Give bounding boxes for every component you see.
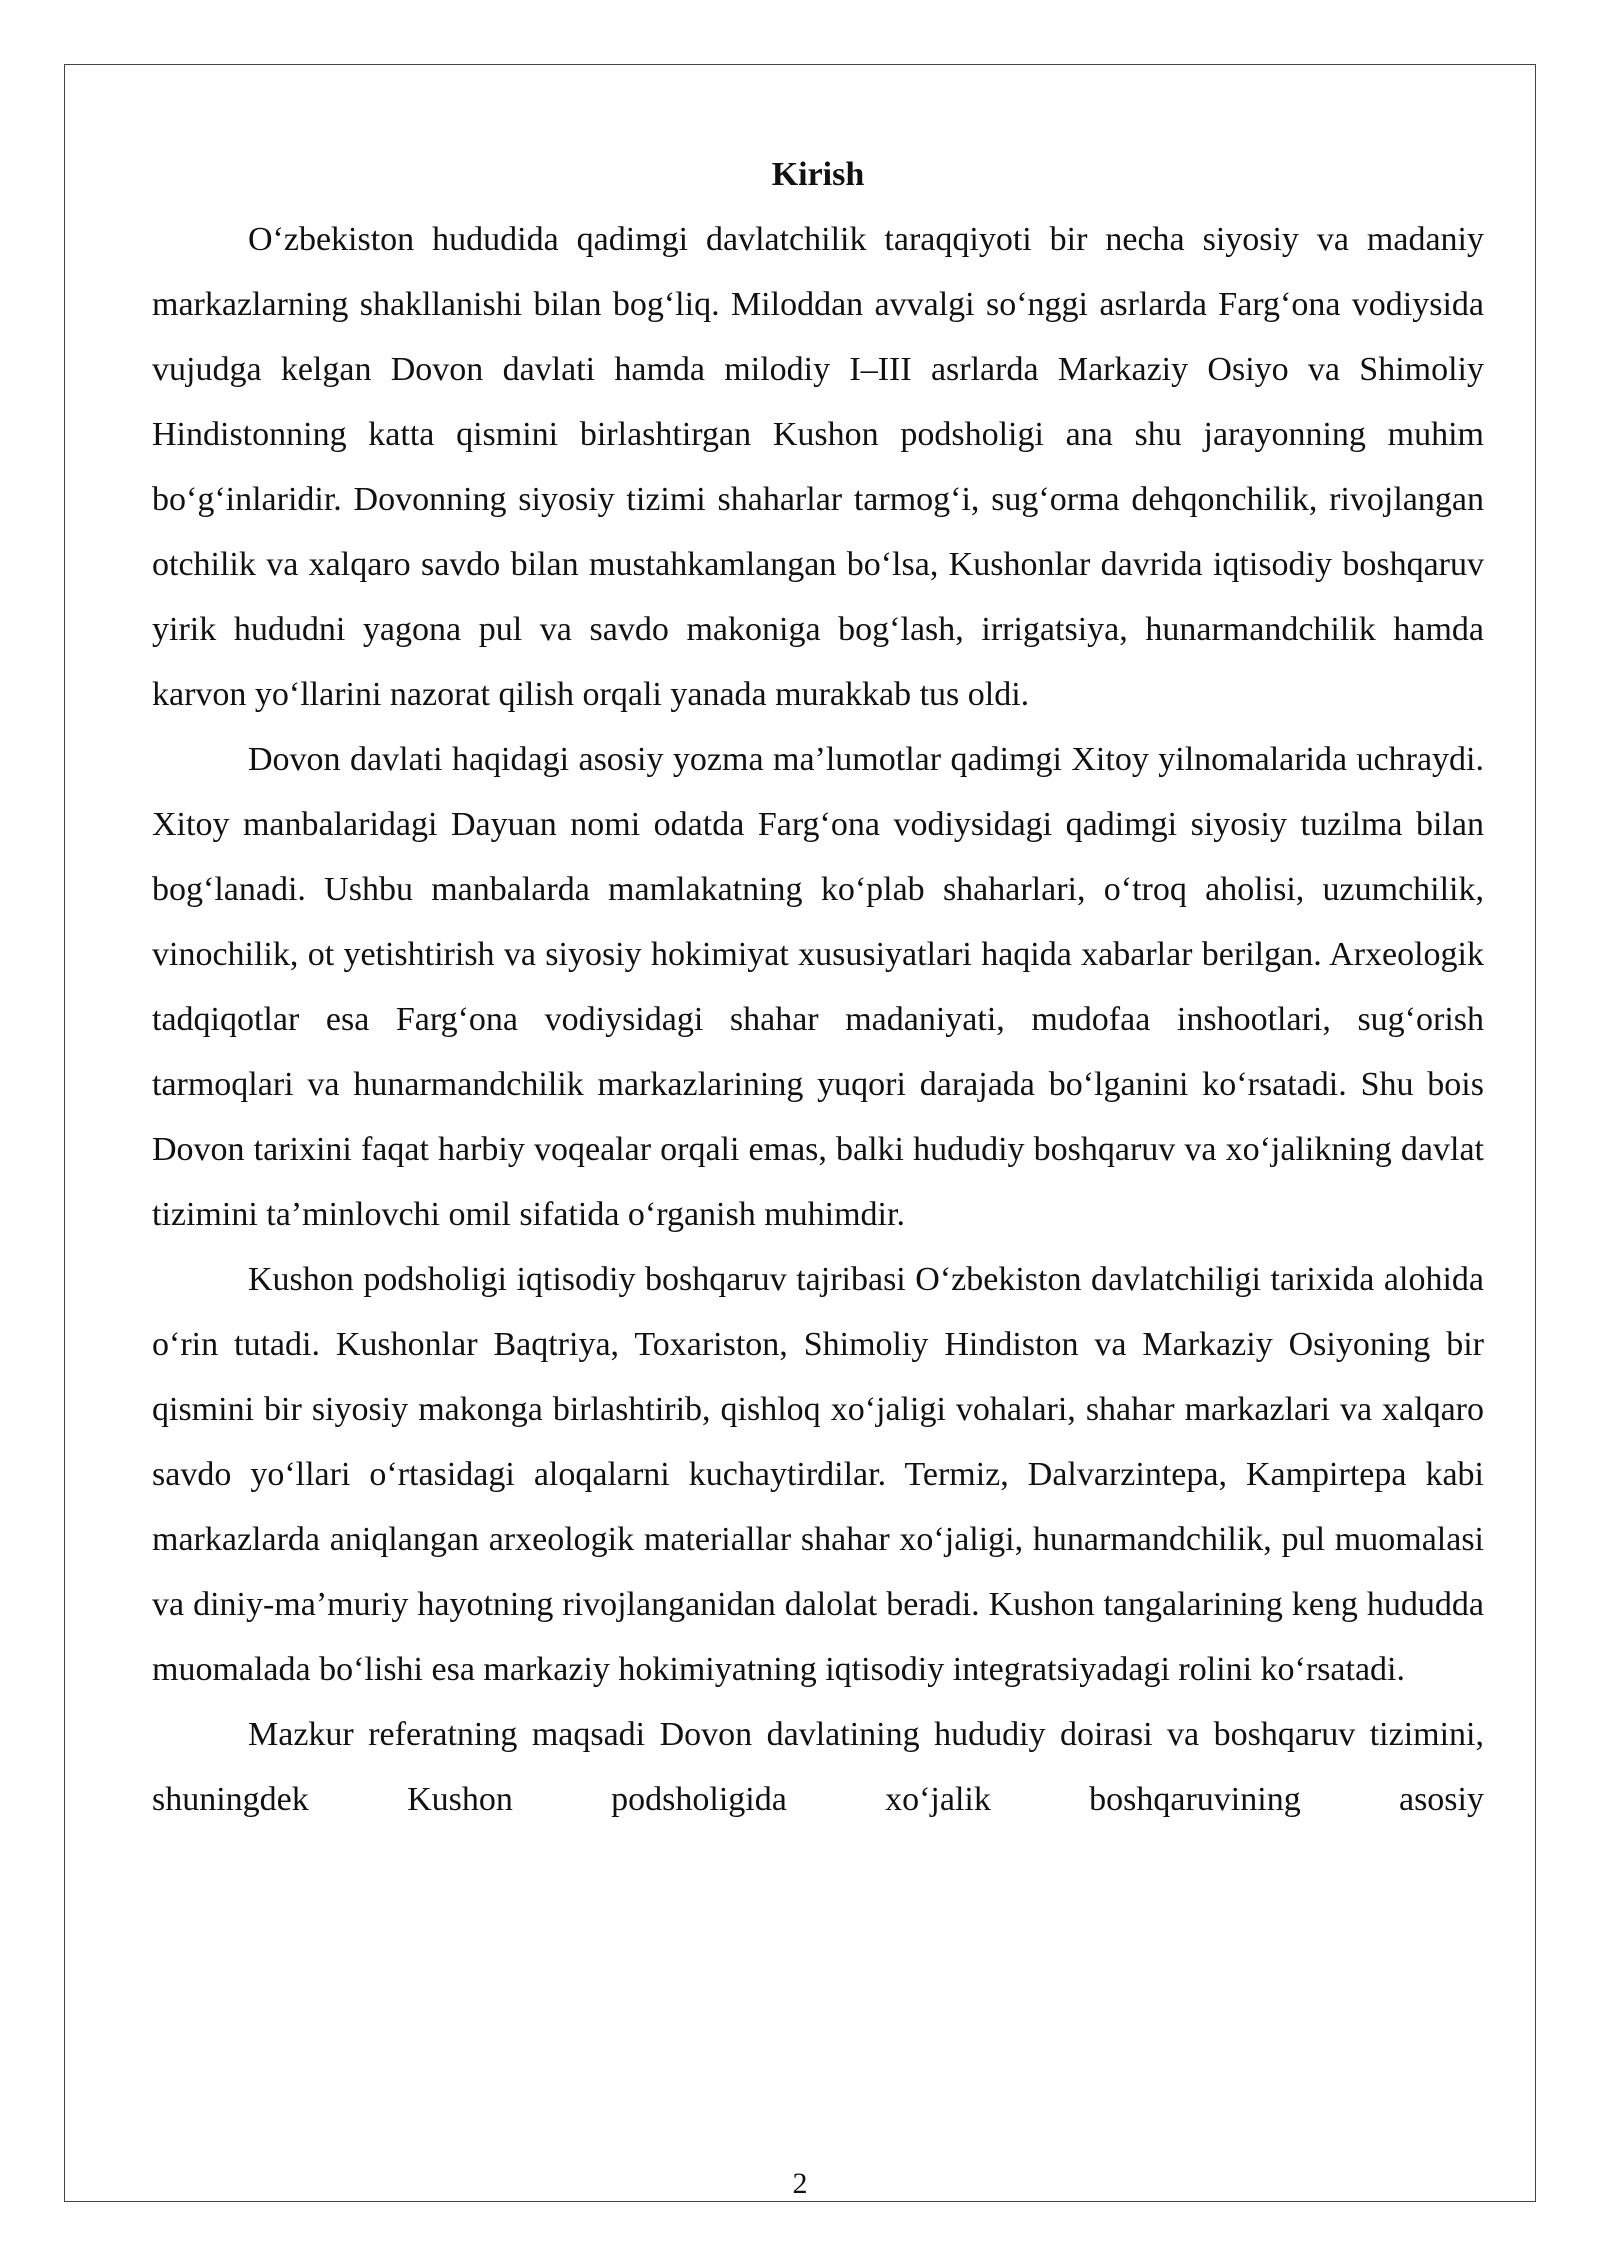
paragraph-1: O‘zbekiston hududida qadimgi davlatchilik taraqqiyoti bir necha siyosiy va madaniy markazlarning shakllanishi bilan bog‘liq. Miloddan avvalgi so‘nggi asrlarda Farg‘ona vodiysida vujudga kelgan Dovon davlati hamda milodiy I–III asrlarda Markaziy Osiyo va Shimoliy Hindistonning katta qismini birlashtirgan Kushon podsholigi ana shu jarayonning muhim bo‘g‘inlaridir. Dovonning siyosiy tizimi shaharlar tarmog‘i, sug‘orma dehqonchilik, rivojlangan otchilik va xalqaro savdo bilan mustahkamlangan bo‘lsa, Kushonlar davrida iqtisodiy boshqaruv yirik hududni yagona pul va savdo makoniga bog‘lash, irrigatsiya, hunarmandchilik hamda karvon yo‘llarini nazorat qilish orqali yanada murakkab tus oldi.: [152, 221, 1484, 713]
document-body: [152, 142, 1484, 1832]
section-heading: Kirish: [771, 156, 865, 193]
paragraph-4: Mazkur referatning maqsadi Dovon davlatining hududiy doirasi va boshqaruv tizimini, shuningdek Kushon podsholigida xo‘jalik boshqaruvining asosiy: [152, 1716, 1484, 1818]
paragraph-3: Kushon podsholigi iqtisodiy boshqaruv tajribasi O‘zbekiston davlatchiligi tarixida alohida o‘rin tutadi. Kushonlar Baqtriya, Toxariston, Shimoliy Hindiston va Markaziy Osiyoning bir qismini bir siyosiy makonga birlashtirib, qishloq xo‘jaligi vohalari, shahar markazlari va xalqaro savdo yo‘llari o‘rtasidagi aloqalarni kuchaytirdilar. Termiz, Dalvarzintepa, Kampirtepa kabi markazlarda aniqlangan arxeologik materiallar shahar xo‘jaligi, hunarmandchilik, pul muomalasi va diniy-ma’muriy hayotning rivojlanganidan dalolat beradi. Kushon tangalarining keng hududda muomalada bo‘lishi esa markaziy hokimiyatning iqtisodiy integratsiyadagi rolini ko‘rsatadi.: [152, 1261, 1484, 1688]
page-number: 2: [792, 2167, 808, 2200]
paragraph-2: Dovon davlati haqidagi asosiy yozma ma’lumotlar qadimgi Xitoy yilnomalarida uchraydi. Xitoy manbalaridagi Dayuan nomi odatda Farg‘ona vodiysidagi qadimgi siyosiy tuzilma bilan bog‘lanadi. Ushbu manbalarda mamlakatning ko‘plab shaharlari, o‘troq aholisi, uzumchilik, vinochilik, ot yetishtirish va siyosiy hokimiyat xususiyatlari haqida xabarlar berilgan. Arxeologik tadqiqotlar esa Farg‘ona vodiysidagi shahar madaniyati, mudofaa inshootlari, sug‘orish tarmoqlari va hunarmandchilik markazlarining yuqori darajada bo‘lganini ko‘rsatadi. Shu bois Dovon tarixini faqat harbiy voqealar orqali emas, balki hududiy boshqaruv va xo‘jalikning davlat tizimini ta’minlovchi omil sifatida o‘rganish muhimdir.: [152, 741, 1484, 1233]
